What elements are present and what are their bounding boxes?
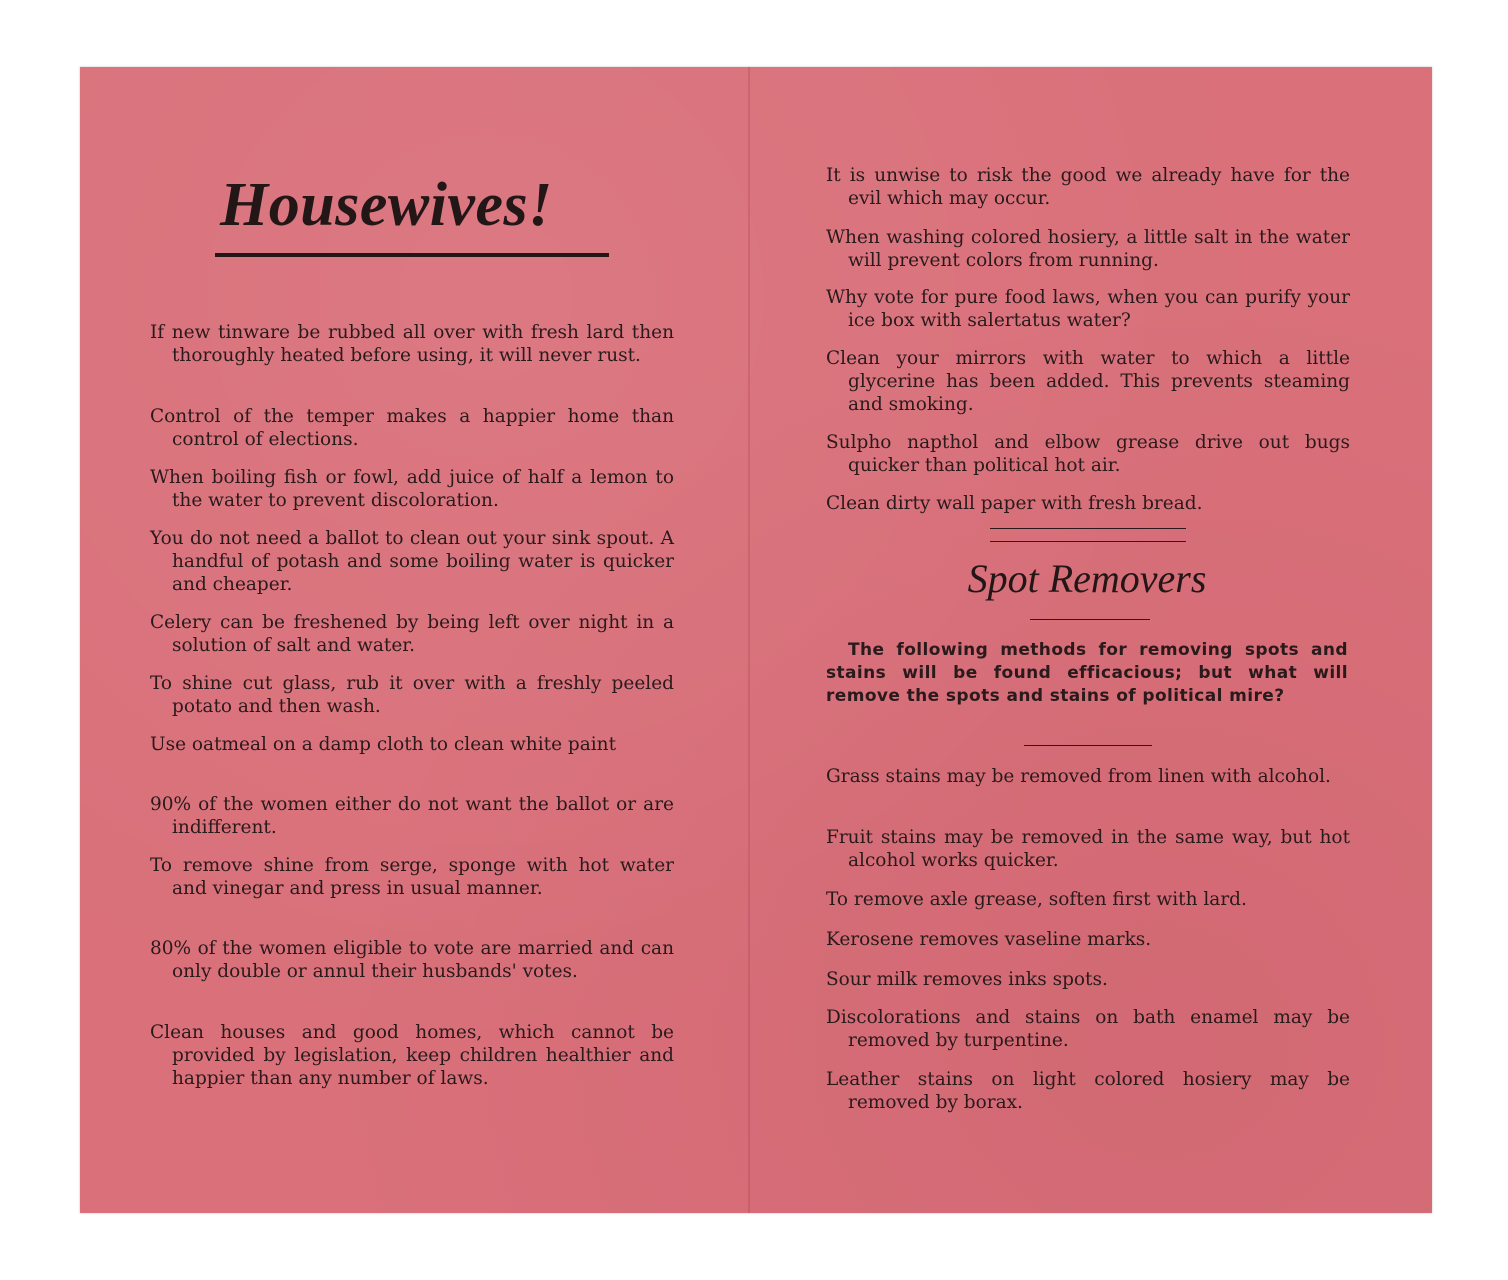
tip-unwise-risk: It is unwise to risk the good we already have for the evil which may occur.	[826, 165, 1350, 209]
tip-oatmeal: Use oatmeal on a damp cloth to clean white paint	[150, 734, 617, 755]
tip-wall-paper: Clean dirty wall paper with fresh bread.	[826, 493, 1203, 514]
tip-eighty-percent: 80% of the women eligible to vote are married and can only double or annul their husbands' votes.	[150, 938, 674, 982]
spot-removers-intro: The following methods for removing spots and stains will be found efficacious; but what will remove the spots and stains of political mire?	[826, 640, 1348, 706]
remover-bath-enamel: Discolorations and stains on bath enamel may be removed by turpentine.	[826, 1007, 1350, 1051]
divider-top-1	[990, 528, 1186, 529]
tip-colored-hosiery: When washing colored hosiery, a little salt in the water will prevent colors from running.	[826, 227, 1350, 271]
remover-fruit-stains: Fruit stains may be removed in the same way, but hot alcohol works quicker.	[826, 827, 1350, 871]
remover-ink-spots: Sour milk removes inks spots.	[826, 969, 1108, 990]
divider-under-title	[1030, 619, 1150, 620]
remover-grass-stains: Grass stains may be removed from linen with alcohol.	[826, 766, 1331, 787]
center-fold	[748, 67, 750, 1213]
remover-vaseline: Kerosene removes vaseline marks.	[826, 929, 1152, 950]
tip-boiling-fish: When boiling fish or fowl, add juice of half a lemon to the water to prevent discoloration.	[150, 467, 674, 511]
tip-celery: Celery can be freshened by being left over night in a solution of salt and water.	[150, 612, 674, 656]
tip-ninety-percent: 90% of the women either do not want the ballot or are indifferent.	[150, 794, 674, 838]
tip-temper: Control of the temper makes a happier home than control of elections.	[150, 406, 674, 450]
title-underline	[215, 253, 609, 257]
divider-top-2	[990, 541, 1186, 542]
tip-sulpho-napthol: Sulpho napthol and elbow grease drive out bugs quicker than political hot air.	[826, 432, 1350, 476]
tip-mirrors: Clean your mirrors with water to which a little glycerine has been added. This prevents steaming and smoking.	[826, 348, 1350, 415]
tip-tinware: If new tinware be rubbed all over with fresh lard then thoroughly heated before using, it will never rust.	[150, 322, 674, 366]
housewives-title: Housewives!	[220, 171, 553, 239]
tip-pure-food: Why vote for pure food laws, when you can purify your ice box with salertatus water?	[826, 287, 1350, 331]
tip-clean-houses: Clean houses and good homes, which cannot be provided by legislation, keep children healthier and happier than any number of laws.	[150, 1022, 674, 1089]
spot-removers-title: Spot Removers	[967, 556, 1207, 601]
divider-under-intro	[1024, 745, 1152, 746]
tip-sink-spout: You do not need a ballot to clean out your sink spout. A handful of potash and some boiling water is quicker and cheaper.	[150, 528, 674, 595]
pamphlet-sheet	[80, 67, 1432, 1213]
remover-axle-grease: To remove axle grease, soften first with lard.	[826, 889, 1247, 910]
remover-leather-stains: Leather stains on light colored hosiery may be removed by borax.	[826, 1069, 1350, 1113]
tip-cut-glass: To shine cut glass, rub it over with a freshly peeled potato and then wash.	[150, 673, 674, 717]
tip-serge: To remove shine from serge, sponge with hot water and vinegar and press in usual manner.	[150, 855, 674, 899]
